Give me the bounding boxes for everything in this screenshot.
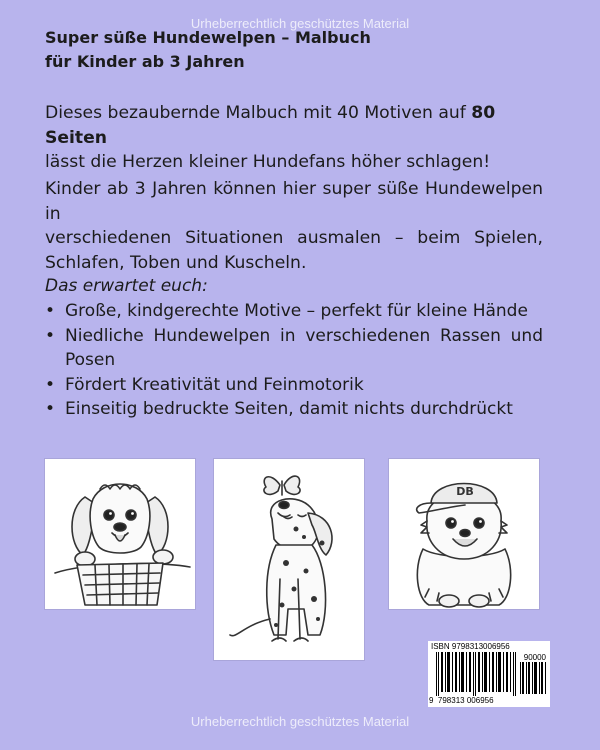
feature-text: Niedliche Hundewelpen in verschiedenen Rassen und Posen	[65, 325, 543, 370]
paragraph2-line-2: verschiedenen Situationen ausmalen – beim Spielen,	[45, 228, 543, 248]
isbn-label: ISBN 9798313006956	[431, 642, 510, 651]
description-paragraph-1	[45, 101, 543, 175]
watermark-bottom: Urheberrechtlich geschütztes Material	[190, 714, 410, 729]
bullet-icon: •	[45, 301, 56, 321]
addon-price-code: 90000	[523, 653, 546, 662]
barcode-digits	[429, 696, 549, 705]
paragraph1-text: Dieses bezaubernde Malbuch mit 40 Motiven auf	[45, 103, 472, 123]
bullet-icon: •	[45, 399, 56, 419]
bullet-icon: •	[45, 374, 56, 395]
dalmatian-puppy-with-butterfly-icon	[214, 459, 364, 660]
description-paragraph-2	[45, 177, 543, 275]
barcode-bars	[434, 652, 518, 696]
paragraph2-line-1: Kinder ab 3 Jahren können hier super süße Hundewelpen in	[45, 179, 543, 224]
feature-text: Fördert Kreativität und Feinmotorik	[65, 374, 364, 395]
list-item	[45, 324, 543, 373]
list-item	[45, 397, 543, 422]
feature-text: Einseitig bedruckte Seiten, damit nichts durchdrückt	[65, 399, 513, 419]
cap-lettering: DB	[456, 485, 474, 498]
puppy-in-bicycle-basket-icon	[45, 459, 195, 609]
barcode-digit-group-1: 798313	[437, 696, 465, 705]
addon-barcode-bars	[519, 662, 547, 694]
isbn-barcode	[428, 641, 550, 707]
watermark-top: Urheberrechtlich geschütztes Material	[190, 16, 410, 31]
title-line-1: Super süße Hundewelpen – Malbuch	[45, 28, 371, 47]
paragraph1-text-2: lässt die Herzen kleiner Hundefans höher schlagen!	[45, 152, 491, 172]
features-intro: Das erwartet euch:	[45, 276, 208, 296]
bullet-icon: •	[45, 325, 56, 346]
list-item	[45, 299, 543, 324]
barcode-digit-prefix: 9	[429, 696, 434, 705]
page-count-bold: 80 Seiten	[45, 103, 496, 148]
title-line-2: für Kinder ab 3 Jahren	[45, 52, 245, 71]
barcode-digit-group-2: 006956	[466, 696, 494, 705]
pomeranian-puppy-with-cap-icon	[389, 459, 539, 609]
paragraph2-line-3: Schlafen, Toben und Kuscheln.	[45, 252, 307, 273]
feature-list	[45, 299, 543, 422]
book-title	[45, 26, 371, 74]
list-item	[45, 373, 543, 398]
feature-text: Große, kindgerechte Motive – perfekt für kleine Hände	[65, 301, 528, 321]
